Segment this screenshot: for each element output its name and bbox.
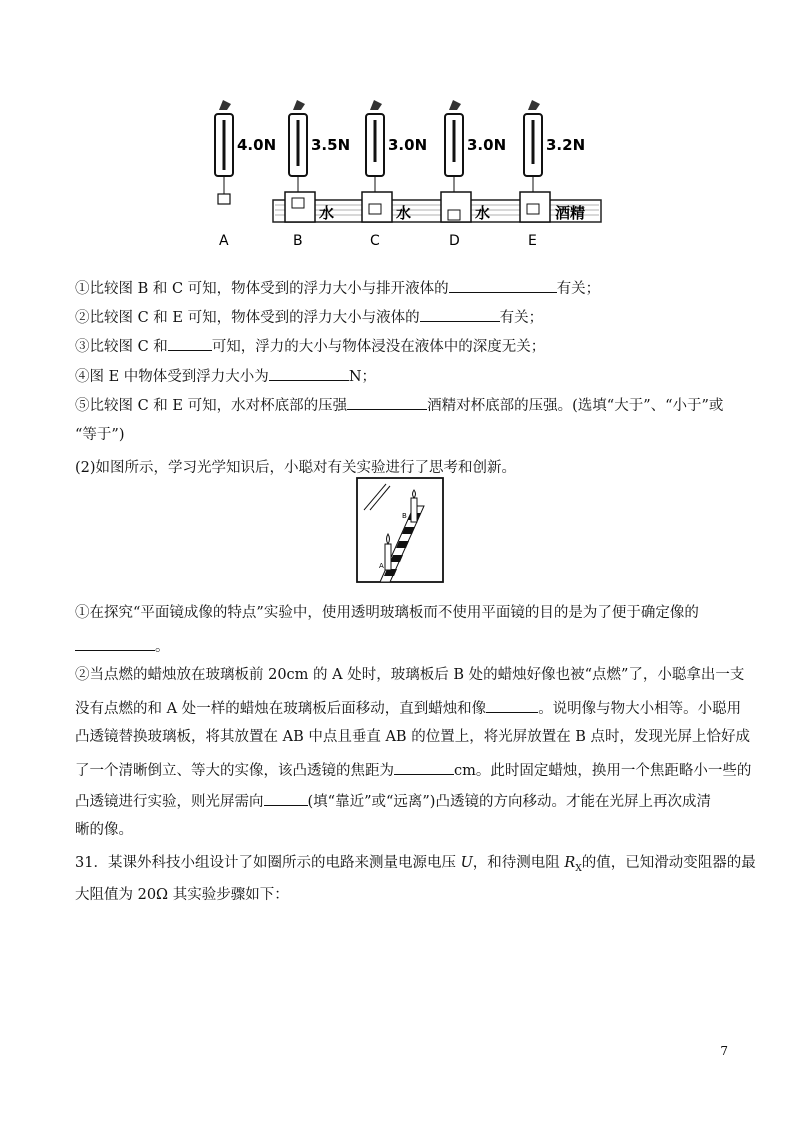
question-line: ①比较图 B 和 C 可知，物体受到的浮力大小与排开液体的 有关； bbox=[75, 276, 600, 299]
label-point-b: B bbox=[402, 512, 407, 520]
answer-blank[interactable] bbox=[269, 364, 349, 381]
answer-blank[interactable] bbox=[264, 789, 308, 806]
answer-blank[interactable] bbox=[486, 696, 538, 713]
reading-b: 3.5N bbox=[311, 136, 351, 154]
question-line: 凸透镜进行实验，则光屏需向 (填“靠近”或“远离”)凸透镜的方向移动。才能在光屏上再次成清 bbox=[75, 789, 711, 812]
label-d: D bbox=[449, 233, 460, 249]
label-c: C bbox=[370, 233, 380, 249]
scale-a bbox=[215, 100, 233, 204]
answer-blank[interactable] bbox=[75, 634, 155, 651]
question-line: ①在探究“平面镜成像的特点”实验中，使用透明玻璃板而不使用平面镜的目的是为了便于确定像的 bbox=[75, 605, 699, 621]
label-e: E bbox=[528, 233, 537, 249]
buoyancy-experiment-figure bbox=[205, 92, 605, 252]
reading-c: 3.0N bbox=[388, 136, 428, 154]
question-line: 凸透镜替换玻璃板，将其放置在 AB 中点且垂直 AB 的位置上，将光屏放置在 B 点时，发现光屏上恰好成 bbox=[75, 729, 751, 745]
liquid-c: 水 bbox=[396, 204, 412, 222]
question-line: ②比较图 C 和 E 可知，物体受到的浮力大小与液体的 有关； bbox=[75, 305, 543, 328]
question-line: ②当点燃的蜡烛放在玻璃板前 20cm 的 A 处时，玻璃板后 B 处的蜡烛好像也被“点燃”了，小聪拿出一支 bbox=[75, 667, 745, 683]
question-line: ⑤比较图 C 和 E 可知，水对杯底部的压强 酒精对杯底部的压强。(选填“大于”、“小于”或 bbox=[75, 393, 723, 416]
question-line: 大阻值为 20Ω 其实验步骤如下： bbox=[75, 887, 289, 903]
reading-a: 4.0N bbox=[237, 136, 277, 154]
label-a: A bbox=[219, 233, 229, 249]
liquid-b: 水 bbox=[319, 204, 335, 222]
scale-d bbox=[441, 100, 471, 222]
scale-c bbox=[362, 100, 392, 222]
question-line: (2)如图所示，学习光学知识后，小聪对有关实验进行了思考和创新。 bbox=[75, 460, 517, 476]
scale-e bbox=[520, 100, 550, 222]
answer-blank[interactable] bbox=[449, 276, 557, 293]
label-b: B bbox=[293, 233, 303, 249]
reading-e: 3.2N bbox=[546, 136, 586, 154]
label-point-a: A bbox=[379, 562, 384, 570]
question-line: ③比较图 C 和 可知，浮力的大小与物体浸没在液体中的深度无关； bbox=[75, 334, 545, 357]
question-line: 没有点燃的和 A 处一样的蜡烛在玻璃板后面移动，直到蜡烛和像 。说明像与物大小相等。小聪用 bbox=[75, 696, 741, 719]
answer-blank[interactable] bbox=[347, 393, 427, 410]
plane-mirror-figure bbox=[356, 476, 446, 584]
page-number: 7 bbox=[720, 1044, 728, 1058]
question-line: 。 bbox=[75, 634, 170, 657]
question-line: ④图 E 中物体受到浮力大小为 N； bbox=[75, 364, 376, 387]
question-line: 了一个清晰倒立、等大的实像，该凸透镜的焦距为 cm。此时固定蜡烛，换用一个焦距略小一些的 bbox=[75, 758, 751, 781]
question-line: 31．某课外科技小组设计了如圈所示的电路来测量电源电压 U，和待测电阻 $R_X$的值，已知滑动变阻器的最 bbox=[75, 855, 756, 874]
liquid-d: 水 bbox=[475, 204, 491, 222]
question-line: “等于”) bbox=[75, 427, 125, 443]
scale-b bbox=[285, 100, 315, 222]
question-line: 晰的像。 bbox=[75, 822, 133, 838]
liquid-e: 酒精 bbox=[555, 204, 586, 222]
answer-blank[interactable] bbox=[394, 758, 454, 775]
answer-blank[interactable] bbox=[420, 305, 500, 322]
answer-blank[interactable] bbox=[168, 334, 212, 351]
reading-d: 3.0N bbox=[467, 136, 507, 154]
